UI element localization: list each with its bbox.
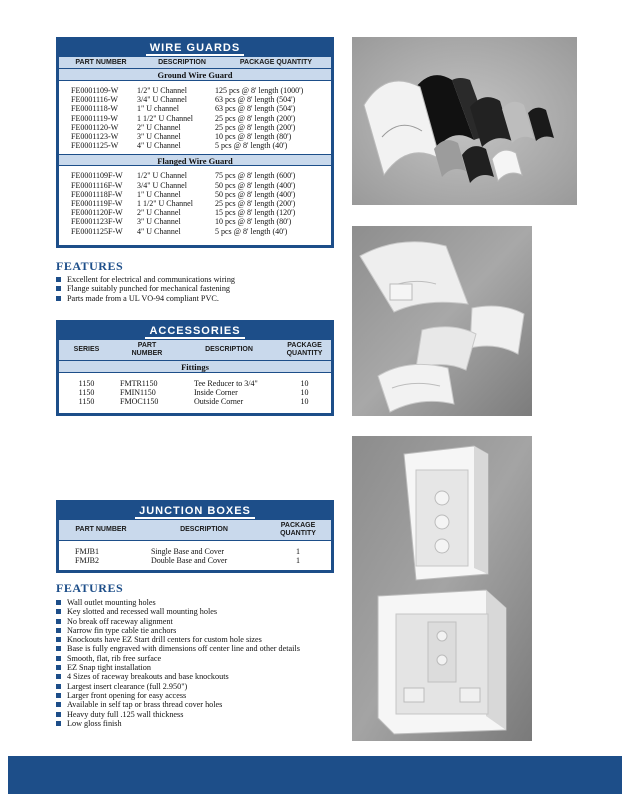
table-cell: FE0001109-W bbox=[71, 86, 119, 95]
feature-item: Flange suitably punched for mechanical fastening bbox=[56, 284, 235, 293]
feature-item: Available in self tap or brass thread cover holes bbox=[56, 700, 300, 709]
table-cell: FMTR1150 bbox=[120, 379, 158, 388]
table-cell: 25 pcs @ 8' length (200') bbox=[215, 122, 296, 132]
table-cell: 4" U Channel bbox=[137, 226, 181, 236]
feature-item: Base is fully engraved with dimensions off center line and other details bbox=[56, 644, 300, 653]
table-cell: 75 pcs @ 8' length (600') bbox=[215, 171, 296, 181]
wire-guards-header: PART NUMBER DESCRIPTION PACKAGE QUANTITY bbox=[59, 57, 331, 69]
table-cell: Single Base and Cover bbox=[151, 547, 225, 556]
table-row bbox=[59, 547, 331, 556]
table-row bbox=[59, 86, 331, 95]
table-row bbox=[59, 556, 331, 565]
feature-item: EZ Snap tight installation bbox=[56, 663, 300, 672]
features-heading-1: FEATURES bbox=[56, 259, 124, 273]
table-cell: FE0001118-W bbox=[71, 104, 118, 114]
feature-item: 4 Sizes of raceway breakouts and base knockouts bbox=[56, 672, 300, 681]
feature-item: Excellent for electrical and communications wiring bbox=[56, 275, 235, 284]
table-cell: 3" U Channel bbox=[137, 132, 181, 142]
feature-item: Heavy duty full .125 wall thickness bbox=[56, 710, 300, 719]
table-cell: FE0001125F-W bbox=[71, 226, 123, 236]
flanged-wire-guard-section: Flanged Wire Guard bbox=[59, 154, 331, 166]
table-cell: 3/4" U Channel bbox=[137, 180, 187, 190]
table-row bbox=[59, 379, 331, 388]
table-cell: FE0001120-W bbox=[71, 122, 119, 132]
table-cell: 5 pcs @ 8' length (40') bbox=[215, 226, 288, 236]
accessories-rows bbox=[59, 373, 331, 411]
fittings-section: Fittings bbox=[59, 361, 331, 373]
table-cell: FE0001125-W bbox=[71, 141, 119, 151]
table-cell: Outside Corner bbox=[194, 397, 244, 407]
feature-item: Low gloss finish bbox=[56, 719, 300, 728]
table-row bbox=[59, 217, 331, 226]
feature-item: Narrow fin type cable tie anchors bbox=[56, 626, 300, 635]
table-cell: FMJB1 bbox=[75, 547, 100, 556]
table-cell: 63 pcs @ 8' length (504') bbox=[215, 104, 296, 114]
features-list-1 bbox=[56, 275, 235, 303]
table-cell: 25 pcs @ 8' length (200') bbox=[215, 113, 296, 123]
feature-item: Larger front opening for easy access bbox=[56, 691, 300, 700]
table-cell: 1/2" U Channel bbox=[137, 171, 187, 181]
feature-item: Parts made from a UL VO-94 compliant PVC. bbox=[56, 294, 235, 303]
features-heading-2: FEATURES bbox=[56, 581, 124, 595]
table-row bbox=[59, 171, 331, 180]
feature-item: Smooth, flat, rib free surface bbox=[56, 654, 300, 663]
table-cell: 1150 bbox=[78, 388, 95, 398]
table-row bbox=[59, 114, 331, 123]
ground-wire-guard-rows bbox=[59, 81, 331, 154]
table-row bbox=[59, 388, 331, 397]
table-row bbox=[59, 141, 331, 150]
table-cell: FE0001123F-W bbox=[71, 217, 123, 227]
table-cell: 63 pcs @ 8' length (504') bbox=[215, 95, 296, 105]
table-cell: 1 bbox=[296, 556, 300, 566]
table-cell: 1 1/2" U Channel bbox=[137, 199, 193, 209]
table-cell: 1150 bbox=[78, 379, 95, 388]
features-list-2 bbox=[56, 598, 300, 728]
accessories-table bbox=[56, 320, 334, 416]
table-cell: 1" U Channel bbox=[137, 189, 181, 199]
wire-guards-title: WIRE GUARDS bbox=[59, 40, 331, 57]
table-row bbox=[59, 123, 331, 132]
table-cell: Double Base and Cover bbox=[151, 556, 228, 566]
table-cell: FE0001123-W bbox=[71, 132, 119, 142]
table-row bbox=[59, 208, 331, 217]
table-cell: FMIN1150 bbox=[120, 388, 156, 398]
table-cell: FE0001116F-W bbox=[71, 180, 123, 190]
table-cell: 1150 bbox=[78, 397, 95, 407]
table-row bbox=[59, 104, 331, 113]
feature-item: Key slotted and recessed wall mounting holes bbox=[56, 607, 300, 616]
table-row bbox=[59, 181, 331, 190]
table-cell: FMJB2 bbox=[75, 556, 100, 566]
table-cell: FE0001120F-W bbox=[71, 208, 123, 218]
table-cell: FE0001109F-W bbox=[71, 171, 123, 181]
fittings-photo bbox=[352, 226, 532, 416]
table-cell: 15 pcs @ 8' length (120') bbox=[215, 208, 296, 218]
junction-boxes-rows bbox=[59, 541, 331, 569]
junction-boxes-photo bbox=[352, 436, 532, 741]
feature-item: Wall outlet mounting holes bbox=[56, 598, 300, 607]
table-cell: FMOC1150 bbox=[120, 397, 159, 407]
table-row bbox=[59, 199, 331, 208]
table-cell: 50 pcs @ 8' length (400') bbox=[215, 180, 296, 190]
wire-guard-channels-photo bbox=[352, 37, 577, 205]
table-cell: 10 bbox=[300, 388, 309, 398]
table-cell: 1 1/2" U Channel bbox=[137, 113, 193, 123]
table-cell: FE0001116-W bbox=[71, 95, 118, 105]
table-cell: 10 pcs @ 8' length (80') bbox=[215, 132, 292, 142]
table-cell: 1 bbox=[296, 547, 300, 556]
feature-item: Knockouts have EZ Start drill centers for custom hole sizes bbox=[56, 635, 300, 644]
table-cell: 10 bbox=[300, 397, 309, 407]
table-row bbox=[59, 190, 331, 199]
table-row bbox=[59, 95, 331, 104]
junction-boxes-title: JUNCTION BOXES bbox=[59, 503, 331, 520]
table-cell: 3" U Channel bbox=[137, 217, 181, 227]
table-cell: FE0001119-W bbox=[71, 113, 118, 123]
table-cell: FE0001118F-W bbox=[71, 189, 123, 199]
table-cell: 125 pcs @ 8' length (1000') bbox=[215, 86, 304, 95]
feature-item: No break off raceway alignment bbox=[56, 617, 300, 626]
accessories-header: SERIES PART NUMBER DESCRIPTION PACKAGE QUANTITY bbox=[59, 340, 331, 361]
feature-item: Largest insert clearance (full 2.950") bbox=[56, 682, 300, 691]
flanged-wire-guard-rows bbox=[59, 166, 331, 239]
junction-boxes-table bbox=[56, 500, 334, 573]
table-cell: 10 bbox=[300, 379, 309, 388]
table-cell: 2" U Channel bbox=[137, 208, 181, 218]
table-row bbox=[59, 132, 331, 141]
table-row bbox=[59, 397, 331, 406]
ground-wire-guard-section: Ground Wire Guard bbox=[59, 69, 331, 81]
table-cell: Inside Corner bbox=[194, 388, 238, 398]
table-cell: 1" U channel bbox=[137, 104, 179, 114]
table-cell: 1/2" U Channel bbox=[137, 86, 187, 95]
table-row bbox=[59, 227, 331, 236]
table-cell: 10 pcs @ 8' length (80') bbox=[215, 217, 292, 227]
table-cell: 25 pcs @ 8' length (200') bbox=[215, 199, 296, 209]
table-cell: 5 pcs @ 8' length (40') bbox=[215, 141, 288, 151]
table-cell: 2" U Channel bbox=[137, 122, 181, 132]
table-cell: Tee Reducer to 3/4" bbox=[194, 379, 258, 388]
table-cell: FE0001119F-W bbox=[71, 199, 123, 209]
accessories-title: ACCESSORIES bbox=[59, 323, 331, 340]
table-cell: 4" U Channel bbox=[137, 141, 181, 151]
wire-guards-table bbox=[56, 37, 334, 248]
table-cell: 3/4" U Channel bbox=[137, 95, 187, 105]
table-cell: 50 pcs @ 8' length (400') bbox=[215, 189, 296, 199]
footer-bar bbox=[8, 756, 622, 794]
junction-boxes-header: PART NUMBER DESCRIPTION PACKAGE QUANTITY bbox=[59, 520, 331, 541]
